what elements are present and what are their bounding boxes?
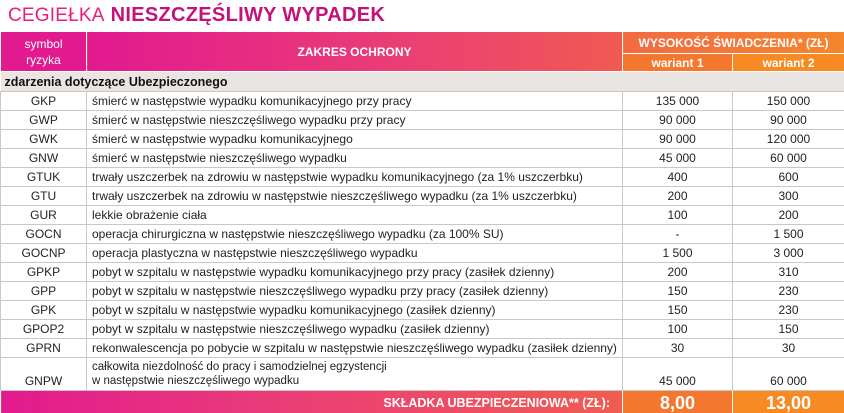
row-description: lekkie obrażenie ciała — [87, 206, 623, 225]
row-variant1: 200 — [623, 263, 733, 282]
row-variant1: 100 — [623, 320, 733, 339]
header-symbol-line2: ryzyka — [26, 52, 61, 67]
row-description: trwały uszczerbek na zdrowiu w następstwie wypadku komunikacyjnego (za 1% uszczerbku) — [87, 168, 623, 187]
section-row — [1, 72, 844, 92]
table-row — [1, 206, 844, 225]
coverage-table — [0, 31, 844, 413]
header-benefit: WYSOKOŚĆ ŚWIADCZENIA* (ZŁ) — [623, 32, 844, 54]
row-variant2: 230 — [733, 282, 844, 301]
row-variant1: 90 000 — [623, 130, 733, 149]
table-row — [1, 111, 844, 130]
row-symbol: GTU — [1, 187, 87, 206]
row-variant2: 60 000 — [733, 149, 844, 168]
row-variant1: - — [623, 225, 733, 244]
table-row — [1, 168, 844, 187]
header-variant1: wariant 1 — [623, 54, 733, 72]
table-row — [1, 187, 844, 206]
header-symbol-line1: symbol — [24, 36, 63, 51]
premium-label: SKŁADKA UBEZPIECZENIOWA** (ZŁ): — [1, 391, 623, 413]
table-row — [1, 263, 844, 282]
row-variant2: 150 — [733, 320, 844, 339]
row-symbol: GTUK — [1, 168, 87, 187]
row-description-line2: w następstwie nieszczęśliwego wypadku — [92, 375, 300, 387]
row-description: operacja plastyczna w następstwie nieszczęśliwego wypadku — [87, 244, 623, 263]
row-description: pobyt w szpitalu w następstwie nieszczęśliwego wypadku (zasiłek dzienny) — [87, 320, 623, 339]
row-variant2: 150 000 — [733, 92, 844, 111]
row-description: operacja chirurgiczna w następstwie nieszczęśliwego wypadku (za 100% SU) — [87, 225, 623, 244]
title-prefix: CEGIEŁKA — [8, 5, 105, 26]
row-variant1: 400 — [623, 168, 733, 187]
row-symbol: GWP — [1, 111, 87, 130]
row-symbol: GUR — [1, 206, 87, 225]
row-description: śmierć w następstwie wypadku komunikacyjnego przy pracy — [87, 92, 623, 111]
row-variant2: 310 — [733, 263, 844, 282]
row-variant1: 150 — [623, 301, 733, 320]
row-variant2: 60 000 — [733, 358, 844, 391]
row-symbol: GPKP — [1, 263, 87, 282]
row-variant1: 150 — [623, 282, 733, 301]
table-row — [1, 149, 844, 168]
header-scope: ZAKRES OCHRONY — [87, 32, 623, 72]
row-symbol: GOCN — [1, 225, 87, 244]
row-description: rekonwalescencja po pobycie w szpitalu w następstwie nieszczęśliwego wypadku (zasiłek dzienny) — [87, 339, 623, 358]
row-symbol: GPRN — [1, 339, 87, 358]
row-variant2: 200 — [733, 206, 844, 225]
row-description: śmierć w następstwie wypadku komunikacyjnego — [87, 130, 623, 149]
premium-variant1: 8,00 — [623, 391, 733, 413]
row-variant1: 1 500 — [623, 244, 733, 263]
row-description: pobyt w szpitalu w następstwie wypadku komunikacyjnego (zasiłek dzienny) — [87, 301, 623, 320]
row-variant1: 45 000 — [623, 358, 733, 391]
table-row — [1, 301, 844, 320]
row-symbol: GWK — [1, 130, 87, 149]
row-description: pobyt w szpitalu w następstwie nieszczęśliwego wypadku przy pracy (zasiłek dzienny) — [87, 282, 623, 301]
header-symbol — [1, 32, 87, 72]
table-row — [1, 225, 844, 244]
row-variant2: 3 000 — [733, 244, 844, 263]
row-symbol: GPOP2 — [1, 320, 87, 339]
row-variant2: 90 000 — [733, 111, 844, 130]
row-description-line1: całkowita niezdolność do pracy i samodzielnej egzystencji — [92, 361, 387, 373]
row-symbol: GNW — [1, 149, 87, 168]
row-symbol: GPP — [1, 282, 87, 301]
table-row — [1, 244, 844, 263]
row-variant1: 90 000 — [623, 111, 733, 130]
row-variant1: 30 — [623, 339, 733, 358]
table-row — [1, 92, 844, 111]
footer-row — [1, 391, 844, 413]
row-variant1: 45 000 — [623, 149, 733, 168]
row-symbol: GPK — [1, 301, 87, 320]
row-description: śmierć w następstwie nieszczęśliwego wypadku przy pracy — [87, 111, 623, 130]
page-title — [8, 4, 385, 32]
row-variant2: 120 000 — [733, 130, 844, 149]
row-symbol: GNPW — [1, 358, 87, 391]
row-description: trwały uszczerbek na zdrowiu w następstwie nieszczęśliwego wypadku (za 1% uszczerbku) — [87, 187, 623, 206]
row-variant1: 200 — [623, 187, 733, 206]
row-symbol: GOCNP — [1, 244, 87, 263]
row-variant2: 300 — [733, 187, 844, 206]
row-variant2: 1 500 — [733, 225, 844, 244]
premium-variant2: 13,00 — [733, 391, 844, 413]
title-main: NIESZCZĘŚLIWY WYPADEK — [110, 4, 386, 26]
row-variant2: 600 — [733, 168, 844, 187]
row-variant1: 135 000 — [623, 92, 733, 111]
table-row — [1, 339, 844, 358]
row-variant1: 100 — [623, 206, 733, 225]
row-variant2: 30 — [733, 339, 844, 358]
header-variant2: wariant 2 — [733, 54, 844, 72]
row-symbol: GKP — [1, 92, 87, 111]
table-row-gnpw — [1, 358, 844, 391]
row-description: pobyt w szpitalu w następstwie wypadku komunikacyjnego przy pracy (zasiłek dzienny) — [87, 263, 623, 282]
table-row — [1, 320, 844, 339]
section-label: zdarzenia dotyczące Ubezpieczonego — [1, 72, 844, 92]
table-row — [1, 282, 844, 301]
row-description: śmierć w następstwie nieszczęśliwego wypadku — [87, 149, 623, 168]
row-description — [87, 358, 623, 391]
row-variant2: 230 — [733, 301, 844, 320]
table-row — [1, 130, 844, 149]
